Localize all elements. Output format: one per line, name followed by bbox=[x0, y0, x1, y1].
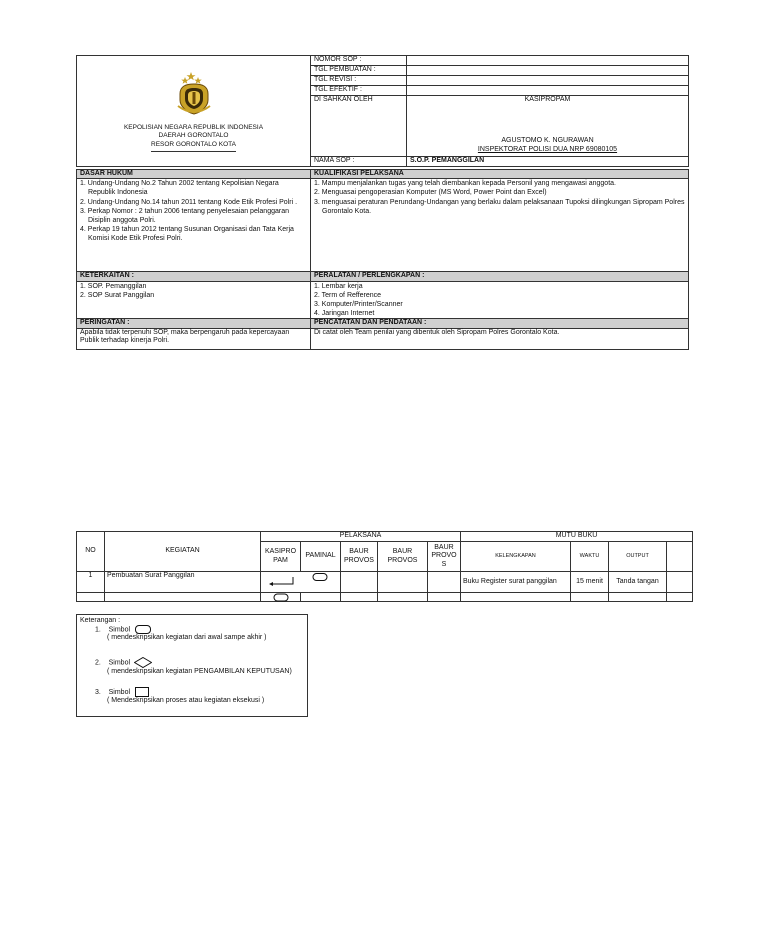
nama-sop-value: S.O.P. PEMANGGILAN bbox=[407, 157, 689, 167]
diamond-icon bbox=[134, 657, 152, 668]
col-baur-provos-2: BAUR PROVOS bbox=[378, 542, 428, 572]
keterkaitan-item: 1. SOP. Pemanggilan bbox=[80, 282, 147, 290]
legend-desc: ( mendeskripsikan kegiatan dari awal sampe akhir ) bbox=[107, 634, 267, 641]
legend-title: Keterangan : bbox=[80, 617, 121, 624]
row-output: Tanda tangan bbox=[609, 572, 667, 593]
legend-num: 2. bbox=[95, 659, 101, 667]
table-row bbox=[77, 593, 693, 602]
peringatan-text: Apabila tidak terpenuhi SOP, maka berpengaruh pada kepercayaan Publik terhadap kinerja Polri. bbox=[77, 328, 311, 349]
kualifikasi-item: 2. Menguasai pengoperasian Komputer (MS Word, Power Point dan Excel) bbox=[314, 189, 547, 197]
legend-label: Simbol bbox=[108, 659, 131, 667]
dasar-hukum-item: 2. Undang-Undang No.14 tahun 2011 tentang Kode Etik Profesi Polri . bbox=[80, 198, 298, 206]
nomor-sop-label: NOMOR SOP : bbox=[311, 56, 407, 66]
dasar-hukum-list bbox=[77, 179, 311, 272]
nama-sop-label: NAMA SOP : bbox=[311, 157, 407, 167]
keterkaitan-item: 2. SOP Surat Panggilan bbox=[80, 291, 155, 299]
terminator-icon bbox=[135, 625, 151, 634]
table-row bbox=[77, 572, 693, 593]
tgl-revisi-label: TGL REVISI : bbox=[311, 76, 407, 86]
dasar-hukum-item: 3. Perkap Nomor : 2 tahun 2006 tentang penyelesaian pelanggaran Disiplin anggota Polri. bbox=[80, 207, 289, 224]
terminator-start-icon bbox=[313, 574, 327, 581]
col-extra bbox=[667, 542, 693, 572]
sop-detail-table bbox=[76, 169, 689, 350]
org-line-2: DAERAH GORONTALO bbox=[158, 132, 229, 140]
kualifikasi-item: 1. Mampu menjalankan tugas yang telah diembankan kepada Personil yang mengawasi anggota. bbox=[314, 180, 616, 188]
dasar-hukum-item: 4. Perkap 19 tahun 2012 tentang Susunan Organisasi dan Tata Kerja Komisi Kode Etik Profesi Polri. bbox=[80, 225, 294, 242]
approver-title: KASIPROPAM bbox=[524, 96, 571, 103]
peralatan-item: 2. Term of Refference bbox=[314, 291, 382, 299]
kualifikasi-item: 3. menguasai peraturan Perundang-Undangan yang berlaku dalam pelaksanaan Tupoksi dilingkungan Sipropam Polres Gorontalo Kota. bbox=[314, 198, 685, 215]
peralatan-item: 3. Komputer/Printer/Scanner bbox=[314, 300, 403, 308]
row-no: 1 bbox=[77, 572, 105, 593]
col-waktu: WAKTU bbox=[571, 542, 609, 572]
approval-signature-block bbox=[407, 96, 689, 157]
keterkaitan-list bbox=[77, 281, 311, 318]
col-paminal: PAMINAL bbox=[301, 542, 341, 572]
legend-num: 1. bbox=[95, 626, 101, 634]
legend-label: Simbol bbox=[108, 626, 131, 634]
col-kegiatan: KEGIATAN bbox=[105, 532, 261, 572]
disahkan-oleh-label: DI SAHKAN OLEH bbox=[311, 96, 407, 157]
peralatan-heading: PERALATAN / PERLENGKAPAN : bbox=[311, 272, 689, 281]
row-kelengkapan: Buku Register surat panggilan bbox=[461, 572, 571, 593]
col-pelaksana: PELAKSANA bbox=[261, 532, 461, 542]
tgl-pembuatan-label: TGL PEMBUATAN : bbox=[311, 66, 407, 76]
dasar-hukum-item: 1. Undang-Undang No.2 Tahun 2002 tentang Kepolisian Negara Republik Indonesia bbox=[80, 180, 279, 197]
pencatatan-heading: PENCATATAN DAN PENDATAAN : bbox=[311, 319, 689, 328]
logo-cell bbox=[77, 56, 311, 167]
legend-item-2 bbox=[95, 657, 292, 675]
approver-name: AGUSTOMO K. NGURAWAN bbox=[501, 137, 594, 145]
legend-num: 3. bbox=[95, 688, 101, 696]
col-baur-provos-3: BAUR PROVO S bbox=[428, 542, 461, 572]
peralatan-list bbox=[311, 281, 689, 318]
dasar-hukum-heading: DASAR HUKUM bbox=[77, 170, 311, 179]
approver-rank: INSPEKTORAT POLISI DUA NRP 69080105 bbox=[477, 145, 618, 153]
col-mutu-buku: MUTU BUKU bbox=[461, 532, 693, 542]
flow-connector-cell bbox=[261, 572, 341, 593]
kualifikasi-list bbox=[311, 179, 689, 272]
col-no: NO bbox=[77, 532, 105, 572]
sop-header-table bbox=[76, 55, 689, 167]
org-line-1: KEPOLISIAN NEGARA REPUBLIK INDONESIA bbox=[123, 123, 264, 131]
legend-desc: ( Mendeskripsikan proses atau kegiatan eksekusi ) bbox=[107, 697, 265, 704]
legend-item-1 bbox=[95, 625, 267, 641]
pencatatan-text: Di catat oleh Team penilai yang dibentuk oleh Sipropam Polres Gorontalo Kota. bbox=[311, 328, 689, 349]
nomor-sop-value bbox=[407, 56, 689, 66]
row-waktu: 15 menit bbox=[571, 572, 609, 593]
col-kasipropam: KASIPRO PAM bbox=[261, 542, 301, 572]
org-line-3: RESOR GORONTALO KOTA bbox=[151, 141, 236, 152]
legend-box bbox=[76, 614, 308, 717]
keterkaitan-heading: KETERKAITAN : bbox=[77, 272, 311, 281]
tgl-pembuatan-value bbox=[407, 66, 689, 76]
police-emblem-icon bbox=[174, 70, 214, 116]
legend-item-3 bbox=[95, 687, 264, 704]
peralatan-item: 4. Jaringan Internet bbox=[314, 310, 375, 318]
tgl-revisi-value bbox=[407, 76, 689, 86]
legend-label: Simbol bbox=[108, 688, 131, 696]
tgl-efektif-value bbox=[407, 86, 689, 96]
col-kelengkapan: KELENGKAPAN bbox=[461, 542, 571, 572]
row-kegiatan: Pembuatan Surat Panggilan bbox=[105, 572, 261, 593]
col-output: OUTPUT bbox=[609, 542, 667, 572]
kualifikasi-heading: KUALIFIKASI PELAKSANA bbox=[311, 170, 689, 179]
peringatan-heading: PERINGATAN : bbox=[77, 319, 311, 328]
tgl-efektif-label: TGL EFEKTIF : bbox=[311, 86, 407, 96]
col-baur-provos-1: BAUR PROVOS bbox=[341, 542, 378, 572]
peralatan-item: 1. Lembar kerja bbox=[314, 282, 363, 290]
flow-end-cell bbox=[261, 593, 301, 602]
legend-desc: ( mendeskripsikan kegiatan PENGAMBILAN KEPUTUSAN) bbox=[107, 668, 292, 675]
activity-flow-table bbox=[76, 531, 693, 602]
flow-connector-icon bbox=[261, 572, 341, 593]
rectangle-icon bbox=[135, 687, 149, 697]
terminator-end-icon bbox=[261, 593, 301, 602]
